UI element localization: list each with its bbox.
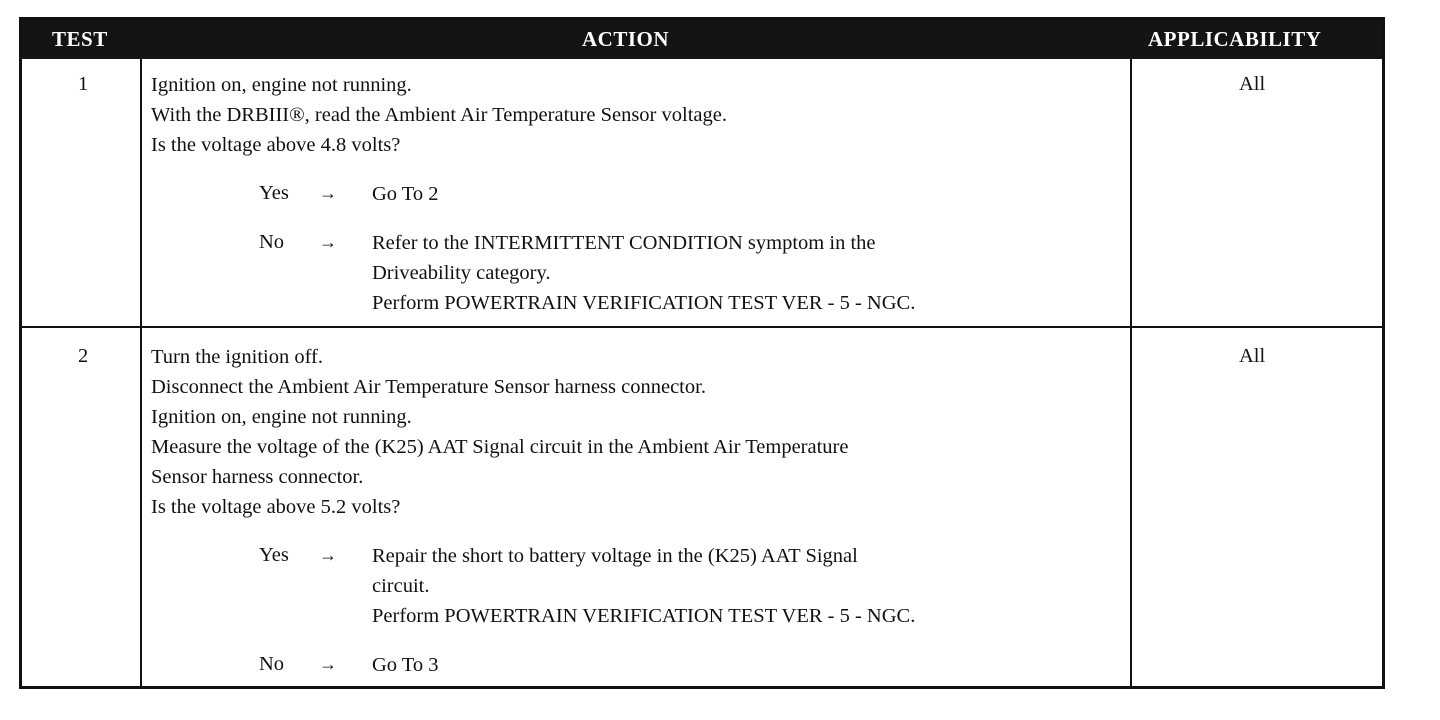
table-header <box>22 20 1382 59</box>
action-line: Sensor harness connector. <box>151 466 364 488</box>
option-line: Repair the short to battery voltage in the (K25) AAT Signal <box>372 545 858 567</box>
option-line: Perform POWERTRAIN VERIFICATION TEST VER - 5 - NGC. <box>372 605 916 627</box>
applicability-value: All <box>1239 73 1266 95</box>
option-no-text: Go To 3 <box>372 654 439 676</box>
action-line: Is the voltage above 4.8 volts? <box>151 134 401 156</box>
diagnostic-test-table <box>19 17 1385 689</box>
column-divider-applicability <box>1130 59 1132 686</box>
option-line: Refer to the INTERMITTENT CONDITION symptom in the <box>372 232 876 254</box>
action-line: Ignition on, engine not running. <box>151 406 412 428</box>
option-yes-label: Yes <box>259 182 289 204</box>
option-no-label: No <box>259 653 285 675</box>
action-line: With the DRBIII®, read the Ambient Air Temperature Sensor voltage. <box>151 104 727 126</box>
option-yes-text <box>372 541 1122 631</box>
applicability-value: All <box>1239 345 1266 367</box>
arrow-icon: → <box>319 183 337 203</box>
option-yes-text: Go To 2 <box>372 183 439 205</box>
option-yes-label: Yes <box>259 544 289 566</box>
test-number: 2 <box>78 345 89 367</box>
arrow-icon: → <box>319 232 337 252</box>
row-divider <box>22 326 1382 328</box>
test-number: 1 <box>78 73 89 95</box>
action-line: Measure the voltage of the (K25) AAT Signal circuit in the Ambient Air Temperature <box>151 436 849 458</box>
column-divider-test <box>140 59 142 686</box>
action-line: Turn the ignition off. <box>151 346 323 368</box>
option-line: Driveability category. <box>372 262 551 284</box>
option-line: Perform POWERTRAIN VERIFICATION TEST VER - 5 - NGC. <box>372 292 916 314</box>
header-applicability: APPLICABILITY <box>1148 27 1322 51</box>
arrow-icon: → <box>319 654 337 674</box>
action-line: Is the voltage above 5.2 volts? <box>151 496 401 518</box>
option-line: circuit. <box>372 575 430 597</box>
header-test: TEST <box>52 27 108 51</box>
arrow-icon: → <box>319 545 337 565</box>
action-line: Disconnect the Ambient Air Temperature Sensor harness connector. <box>151 376 706 398</box>
action-line: Ignition on, engine not running. <box>151 74 412 96</box>
option-no-text <box>372 228 1122 318</box>
header-action: ACTION <box>582 27 670 51</box>
option-no-label: No <box>259 231 285 253</box>
